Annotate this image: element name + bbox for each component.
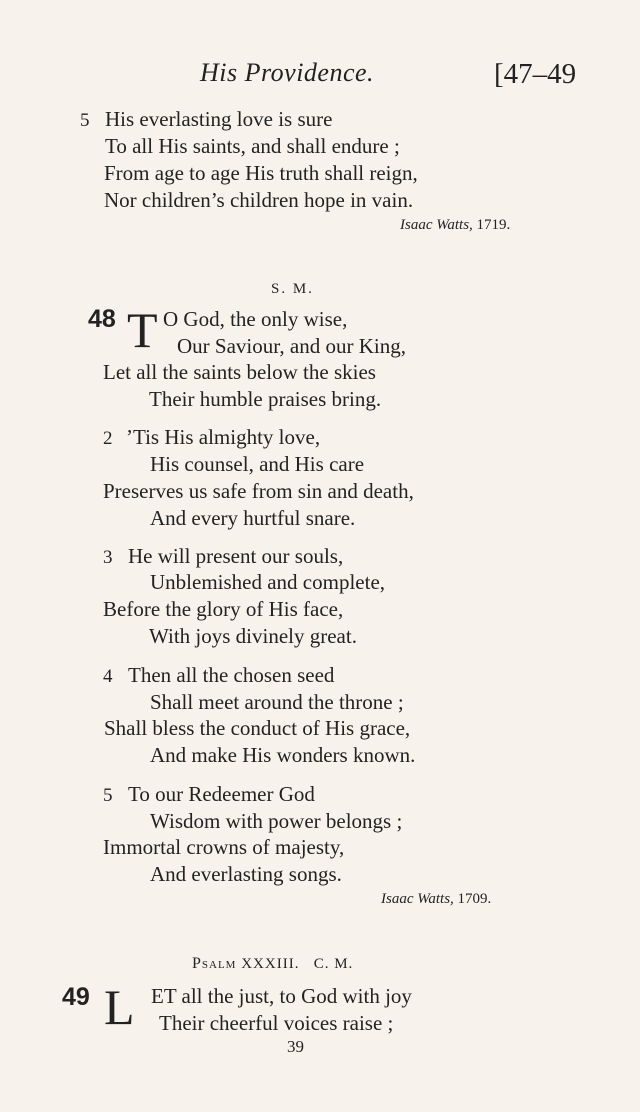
psalm-label: Psalm — [192, 955, 237, 972]
verse-line: Their cheerful voices raise ; — [159, 1011, 394, 1035]
verse-line: Nor children’s children hope in vain. — [104, 188, 414, 212]
verse-number: 2 — [103, 428, 113, 449]
year: 1709. — [457, 891, 492, 907]
verse-line: To our Redeemer God — [128, 782, 315, 806]
verse-line: And make His wonders known. — [150, 743, 416, 767]
verse-line: Immortal crowns of majesty, — [103, 835, 345, 859]
verse-line: ET all the just, to God with joy — [151, 984, 412, 1008]
verse-line: Their humble praises bring. — [149, 387, 382, 411]
verse-line: Then all the chosen seed — [128, 663, 335, 687]
drop-cap: L — [104, 979, 135, 1035]
verse-line: Before the glory of His face, — [103, 597, 344, 621]
verse-number: 5 — [80, 110, 90, 131]
page-number: 39 — [287, 1037, 304, 1056]
verse-number: 4 — [103, 666, 113, 687]
verse-line: Our Saviour, and our King, — [177, 334, 406, 358]
verse-line: And every hurtful snare. — [150, 506, 356, 530]
verse-line: Shall bless the conduct of His grace, — [104, 716, 411, 740]
verse-line: With joys divinely great. — [149, 624, 357, 648]
hymn-range: [47–49 — [494, 58, 577, 90]
running-title: His Providence. — [200, 58, 375, 87]
verse-line: O God, the only wise, — [163, 307, 348, 331]
attribution — [400, 215, 510, 235]
psalm-heading — [192, 955, 353, 973]
verse-line: His counsel, and His care — [150, 452, 365, 476]
verse-number: 3 — [103, 547, 113, 568]
verse-line: Preserves us safe from sin and death, — [103, 479, 414, 503]
drop-cap: T — [127, 302, 158, 358]
year: 1719. — [476, 217, 511, 233]
verse-line: His everlasting love is sure — [105, 107, 333, 131]
verse-line: Unblemished and complete, — [150, 570, 386, 594]
attribution — [381, 889, 491, 909]
author-name: Isaac Watts, — [400, 217, 473, 233]
verse-line: Shall meet around the throne ; — [150, 690, 404, 714]
verse-line: To all His saints, and shall endure ; — [105, 134, 400, 158]
verse-line: Wisdom with power belongs ; — [150, 809, 403, 833]
psalm-meter: XXXIII. C. M. — [241, 956, 354, 972]
hymn-number: 49 — [62, 983, 90, 1011]
verse-line: And everlasting songs. — [150, 862, 342, 886]
meter-label: S. M. — [271, 281, 314, 297]
verse-number: 5 — [103, 785, 113, 806]
author-name: Isaac Watts, — [381, 891, 454, 907]
hymn-number: 48 — [88, 305, 116, 333]
verse-line: He will present our souls, — [128, 544, 344, 568]
verse-line: ’Tis His almighty love, — [126, 425, 321, 449]
verse-line: Let all the saints below the skies — [103, 360, 376, 384]
verse-line: From age to age His truth shall reign, — [104, 161, 418, 185]
